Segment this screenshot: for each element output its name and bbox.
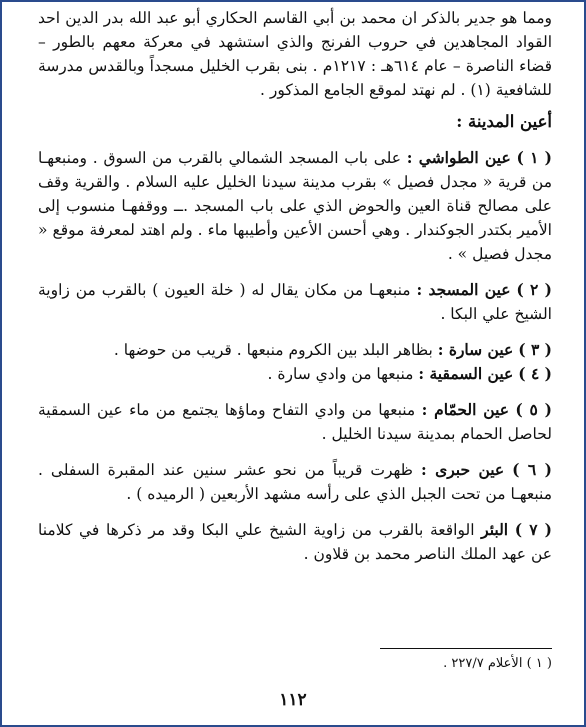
spring-text: منبعهـا من مكان يقال له ( خلة العيون ) بالقرب من زاوية الشيخ علي البكا .	[38, 281, 552, 323]
section-heading: أعين المدينة :	[456, 112, 552, 131]
item-number: ( ٤ )	[518, 364, 552, 383]
spring-item	[38, 458, 552, 506]
spring-text: بظاهر البلد بين الكروم منبعها . قريب من حوضها .	[113, 341, 433, 359]
item-number: ( ١ )	[516, 148, 552, 167]
spring-name: عين سارة :	[437, 340, 514, 359]
spring-item	[38, 362, 552, 386]
intro-paragraph: ومما هو جدير بالذكر ان محمد بن أبي القاسم الحكاري أبو عبد الله بدر الدين احد القواد المجاهدين في حروب الفرنج والذي استشهد في معركة معهم بالطور – قضاء الناصرة – عام ٦١٤هـ : ١٢١٧م . بنى بقرب الخليل مسجداً وبالقدس مدرسة للشافعية (١) . لم نهتد لموقع الجامع المذكور .	[38, 9, 553, 99]
item-number: ( ٦ )	[512, 460, 552, 479]
spring-item	[38, 398, 552, 446]
spring-name: البئر	[481, 520, 509, 539]
item-number: ( ٢ )	[516, 280, 552, 299]
footnote: ( ١ ) الأعلام ٢٢٧/٧ .	[443, 656, 552, 671]
spring-name: عين الطواشي :	[406, 148, 511, 167]
page-number: ١١٢	[279, 690, 307, 710]
spring-text: على باب المسجد الشمالي بالقرب من السوق . ومنبعهـا من قرية « مجدل فصيل » بقرب مدينة سيدنا الخليل عليه السلام . والقرية وقف على مصالح قناة العين والحوض الذي على باب المسجد .ــ ووقفهـا منسوب إلى الأمير بكتدر الجوكندار . وهي أحسن الأعين وأطيبها ماء . ولم اهتد لمعرفة موقع « مجدل فصيل » .	[38, 149, 552, 263]
spring-text: ظهرت قريباً من نحو عشر سنين عند المقبرة السفلى . منبعهـا من تحت الجبل الذي على رأسه مشهد الأربعين ( الرميده ) .	[38, 461, 552, 503]
item-number: ( ٧ )	[514, 520, 552, 539]
spring-name: عين السمقية :	[418, 364, 514, 383]
spring-text: الواقعة بالقرب من زاوية الشيخ علي البكا وقد مر ذكرها في كلامنا عن عهد الملك الناصر محمد بن قلاون .	[38, 521, 552, 563]
spring-item	[38, 518, 552, 566]
spring-name: عين المسجد :	[416, 280, 511, 299]
spring-item	[38, 278, 552, 326]
spring-name: عين حبرى :	[420, 460, 505, 479]
spring-text: منبعها من وادي سارة .	[267, 365, 414, 383]
item-number: ( ٥ )	[515, 400, 552, 419]
book-page	[38, 6, 552, 566]
spring-name: عين الحمّام :	[421, 400, 509, 419]
footnote-divider	[380, 648, 552, 649]
spring-item	[38, 146, 552, 266]
spring-text: منبعها من وادي التفاح وماؤها يجتمع من ماء عين السمقية لحاصل الحمام بمدينة سيدنا الخليل .	[38, 401, 552, 443]
item-number: ( ٣ )	[518, 340, 552, 359]
spring-item	[38, 338, 552, 362]
